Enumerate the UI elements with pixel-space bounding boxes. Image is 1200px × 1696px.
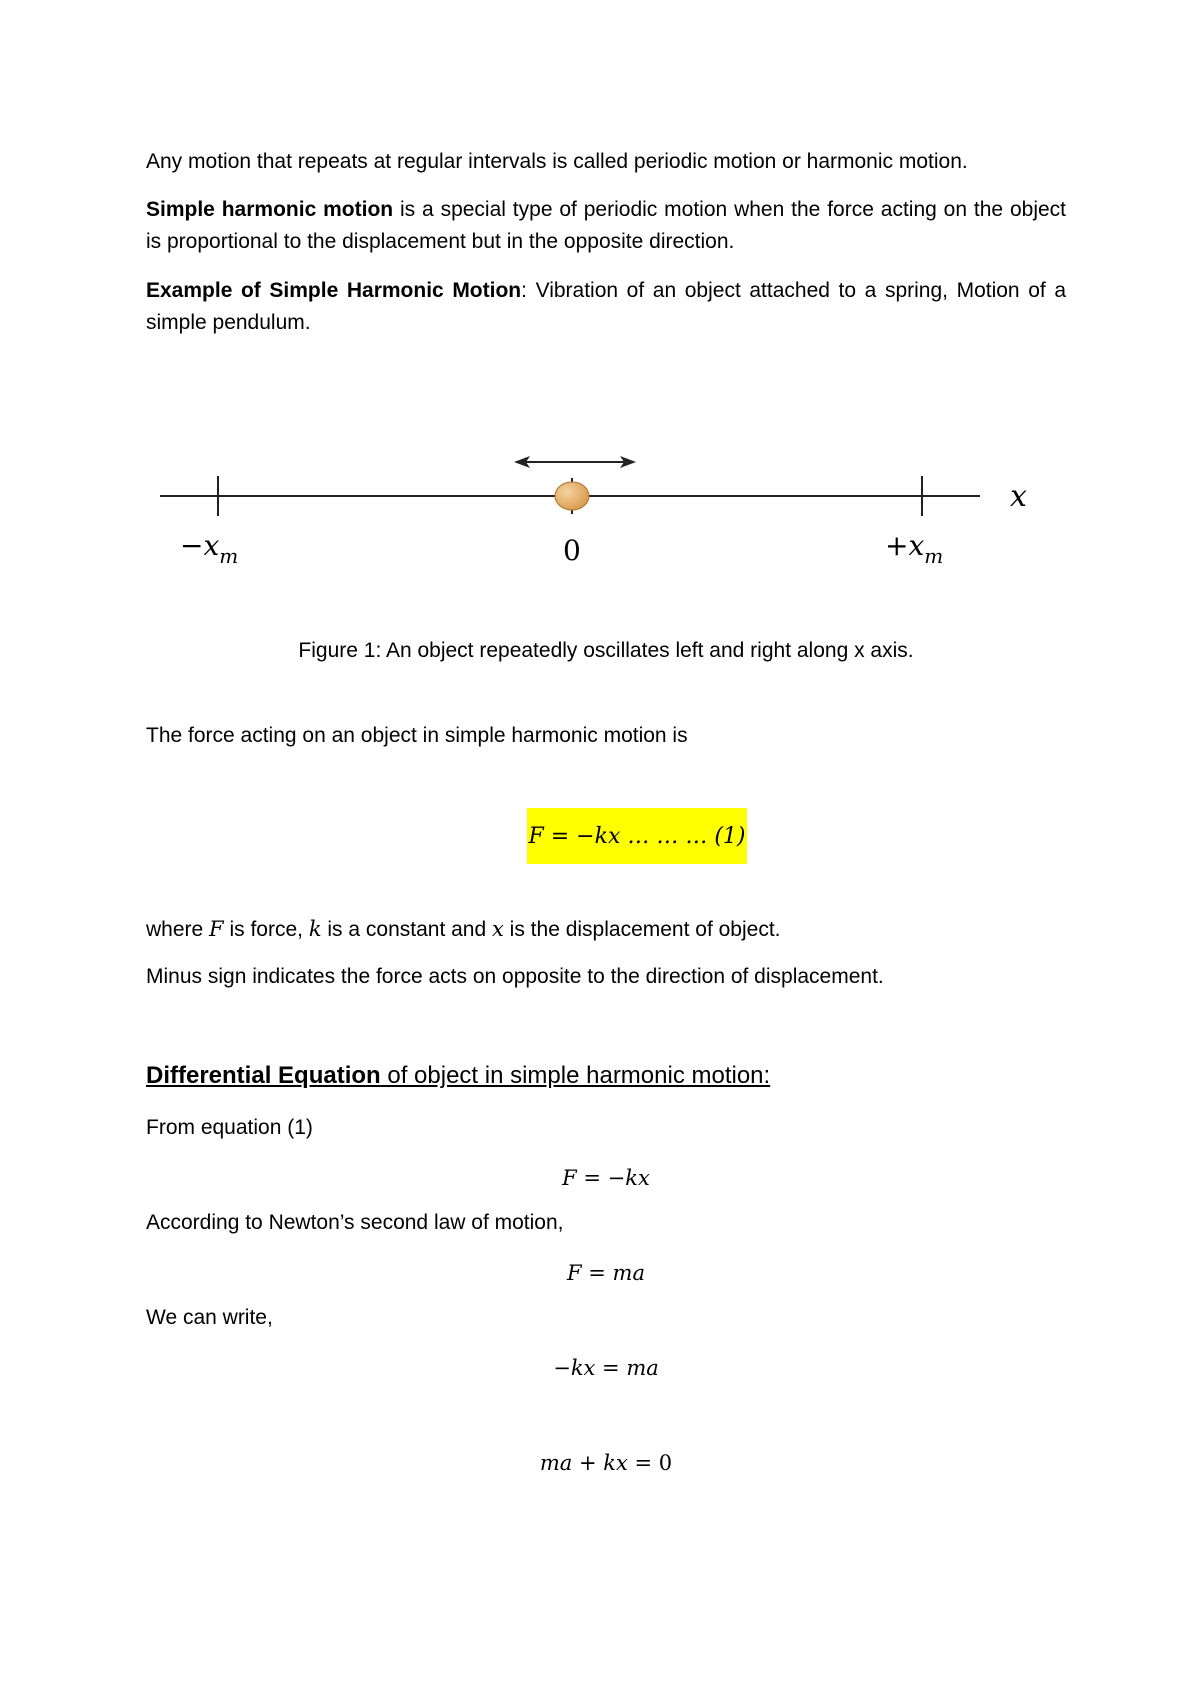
minus-sign-paragraph <box>146 961 1066 993</box>
force-intro-paragraph <box>146 720 1066 752</box>
definition-text: is a special type of periodic motion when the force acting on the object is proportional to the displacement but in the opposite direction. <box>146 198 1066 253</box>
definition-term: Simple harmonic motion <box>146 198 394 221</box>
minus-sign-text: Minus sign indicates the force acts on opposite to the direction of displacement. <box>146 965 884 988</box>
oscillating-ball <box>555 482 589 510</box>
label-plus-xm: $+x_m$ <box>885 529 944 568</box>
example-text: Vibration of an object attached to a spring, Motion of a simple pendulum. <box>146 279 1066 334</box>
heading-rest: of object in simple harmonic motion: <box>380 1062 771 1089</box>
label-minus-xm: $-x_m$ <box>180 529 239 568</box>
example-colon: : <box>521 279 527 302</box>
symbol-x: x <box>492 917 504 941</box>
definition-paragraph <box>146 194 1066 258</box>
from-equation-line: From equation (1) <box>146 1116 313 1139</box>
newton-line: According to Newton’s second law of motion, <box>146 1211 564 1234</box>
intro-paragraph <box>146 146 1066 178</box>
equation-ma-plus-kx-zero: ma + kx = 0 <box>539 1451 673 1475</box>
equation-minus-kx-ma: −kx = ma <box>553 1356 659 1380</box>
caption-text: An object repeatedly oscillates left and right along x axis. <box>381 639 914 662</box>
section-heading <box>146 1059 770 1093</box>
symbol-F: F <box>209 917 224 941</box>
caption-prefix: Figure 1: <box>298 639 382 662</box>
axis-label-x: x <box>1010 479 1027 514</box>
label-zero: 0 <box>563 534 581 567</box>
oscillation-figure <box>150 440 1050 580</box>
example-paragraph <box>146 275 1066 339</box>
equation-F-ma: F = ma <box>567 1261 645 1285</box>
figure-caption <box>146 635 1066 667</box>
equation-1-text: F = −kx … … … (1) <box>528 823 746 849</box>
example-label: Example of Simple Harmonic Motion <box>146 279 522 302</box>
we-can-write-line: We can write, <box>146 1306 273 1329</box>
force-intro-text: The force acting on an object in simple harmonic motion is <box>146 724 688 747</box>
highlighted-equation-1 <box>527 808 747 864</box>
heading-bold: Differential Equation <box>146 1062 381 1089</box>
where-paragraph: where F is force, k is a constant and x is the displacement of object. <box>146 917 781 941</box>
intro-text: Any motion that repeats at regular intervals is called periodic motion or harmonic motion. <box>146 150 968 173</box>
equation-F-kx: F = −kx <box>562 1166 650 1190</box>
symbol-k: k <box>308 917 322 941</box>
